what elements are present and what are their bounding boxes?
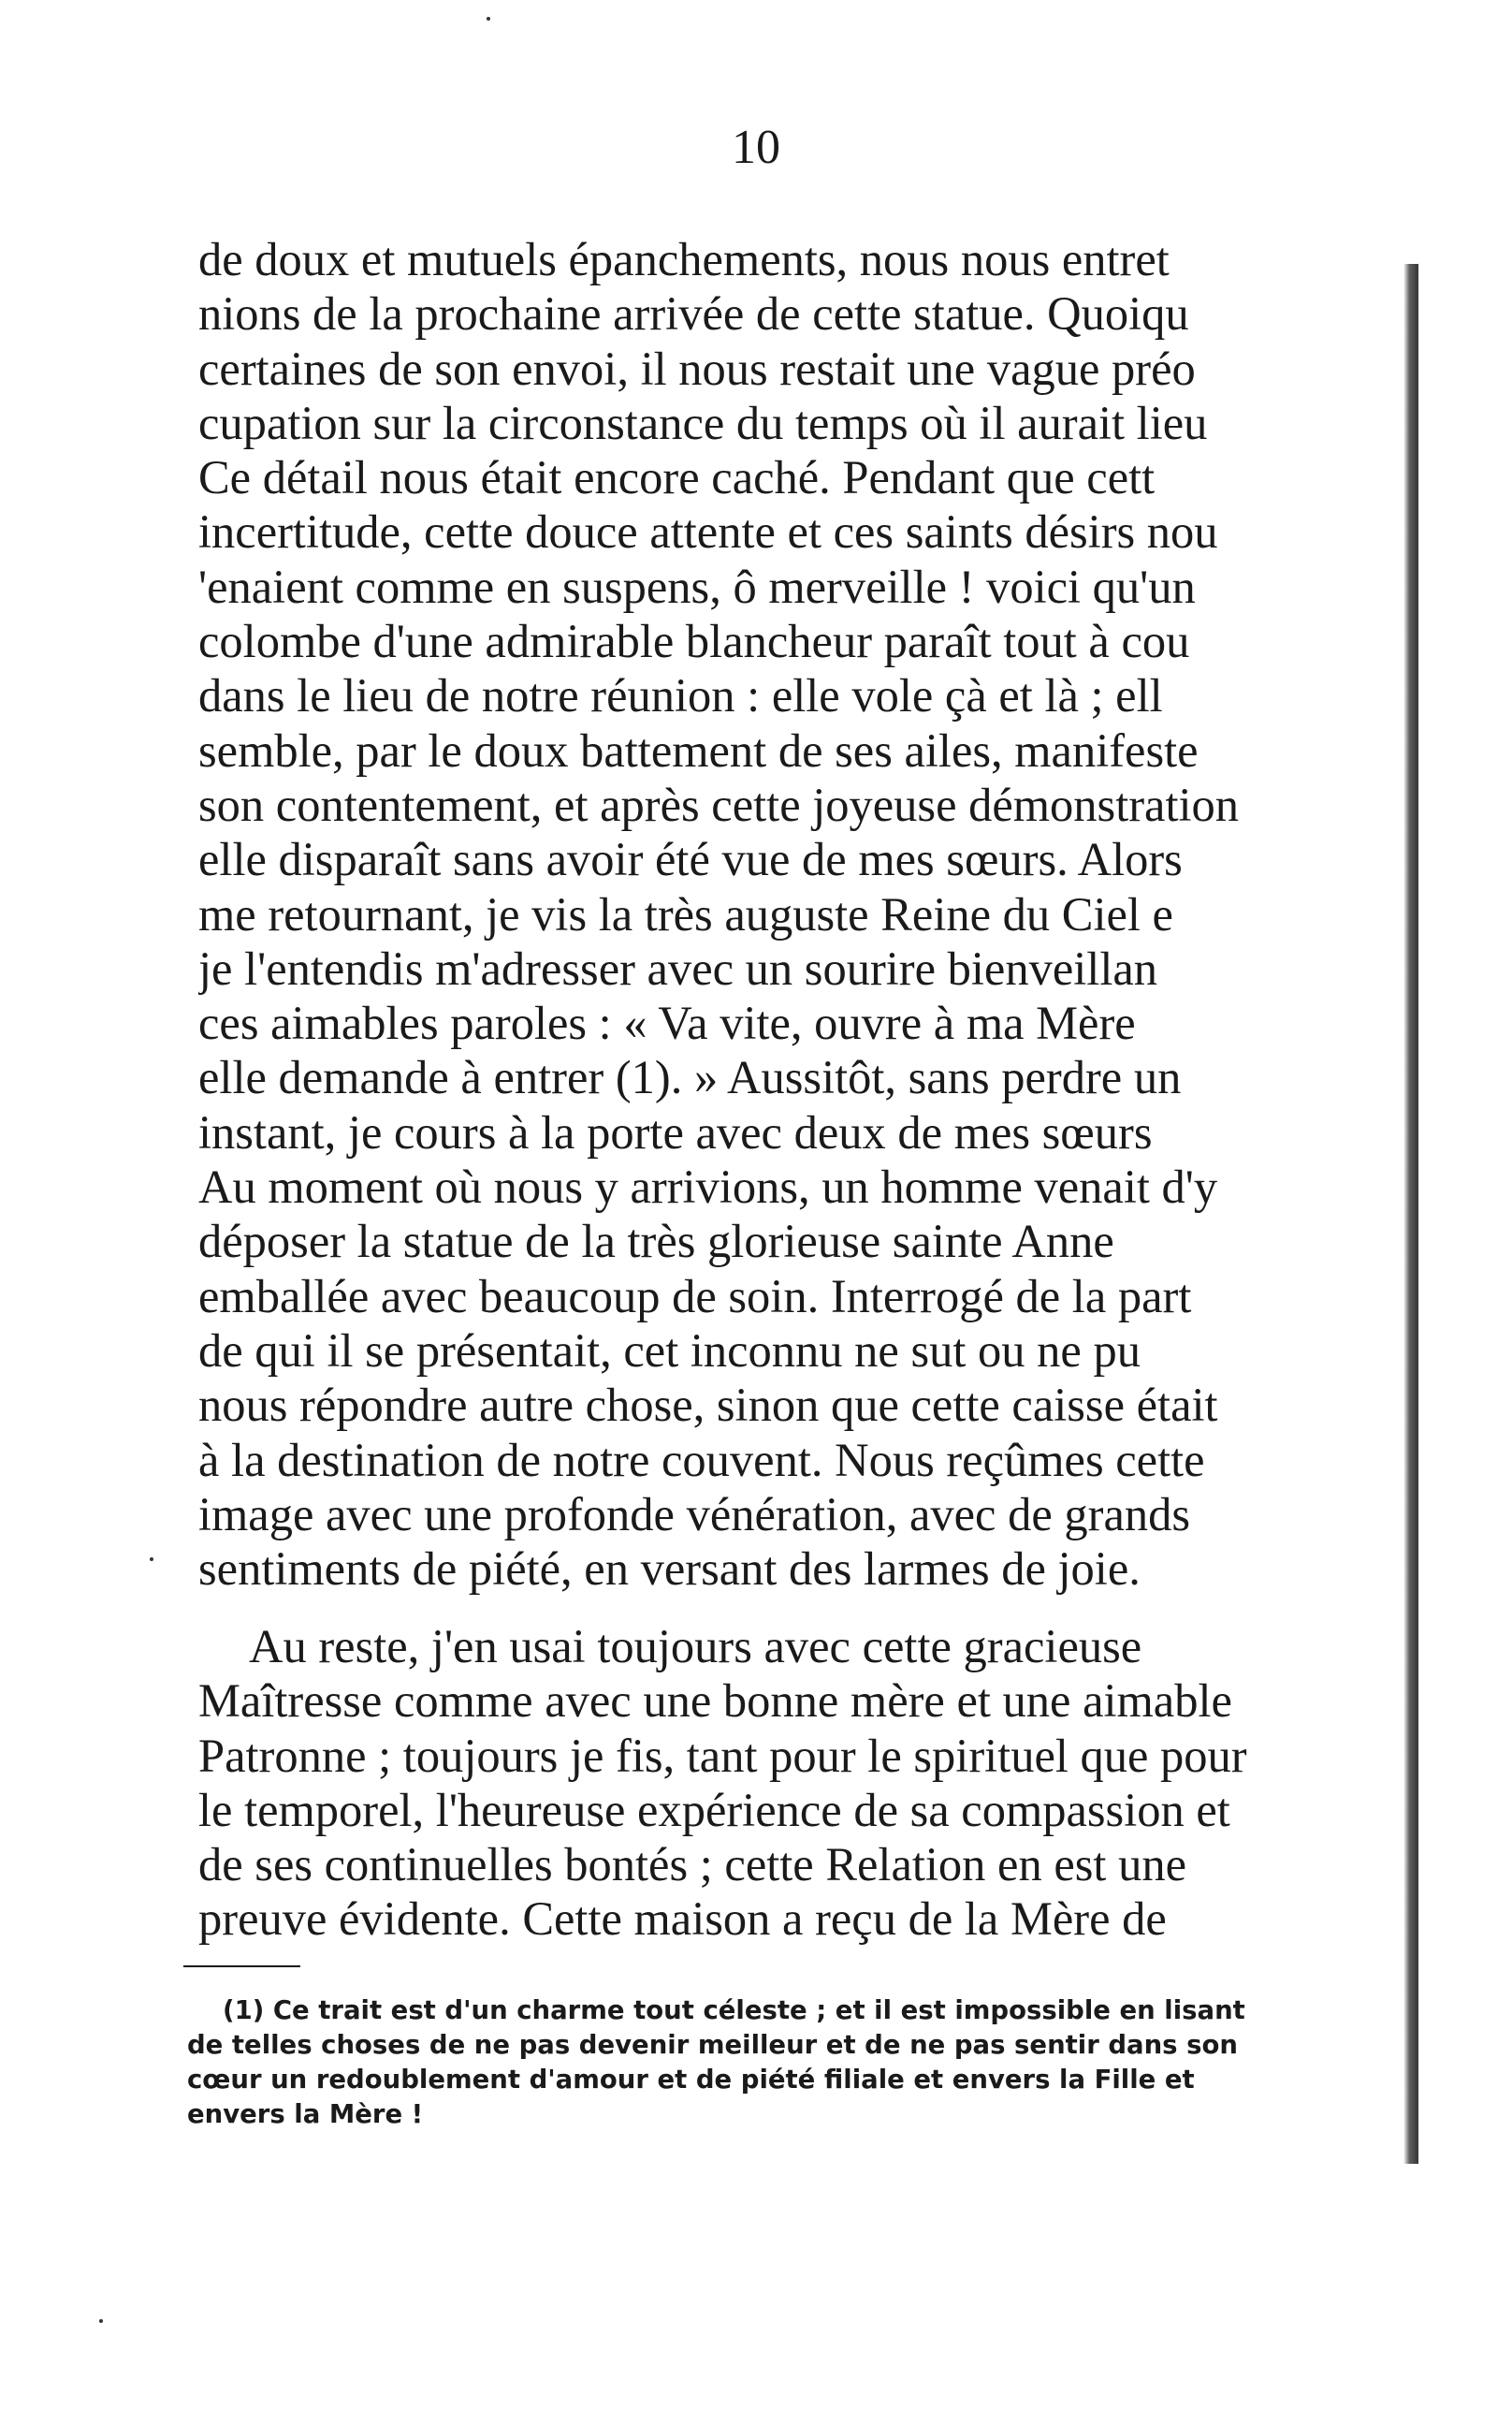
page-number: 10 bbox=[732, 121, 780, 174]
footnote-line: cœur un redoublement d'amour et de piété filiale et envers la Fille et bbox=[187, 2065, 1195, 2095]
text-line: son contentement, et après cette joyeuse démonstration bbox=[198, 778, 1240, 831]
text-line: Maîtresse comme avec une bonne mère et une aimable bbox=[198, 1674, 1232, 1728]
text-line: elle disparaît sans avoir été vue de mes sœurs. Alors bbox=[198, 833, 1183, 886]
page-binding-shadow bbox=[1403, 264, 1418, 2164]
text-line: nous répondre autre chose, sinon que cette caisse était bbox=[198, 1379, 1218, 1432]
text-line: incertitude, cette douce attente et ces saints désirs nou bbox=[198, 505, 1218, 559]
text-line: à la destination de notre couvent. Nous reçûmes cette bbox=[198, 1433, 1205, 1486]
text-line: elle demande à entrer (1). » Aussitôt, sans perdre un bbox=[198, 1051, 1182, 1104]
text-line: Patronne ; toujours je fis, tant pour le spirituel que pour bbox=[198, 1729, 1247, 1782]
text-line: le temporel, l'heureuse expérience de sa compassion et bbox=[198, 1783, 1230, 1836]
text-line: ces aimables paroles : « Va vite, ouvre à ma Mère bbox=[198, 997, 1136, 1050]
text-line: colombe d'une admirable blancheur paraît tout à cou bbox=[198, 615, 1190, 668]
text-line: 'enaient comme en suspens, ô merveille ! voici qu'un bbox=[198, 560, 1196, 613]
text-line: déposer la statue de la très glorieuse sainte Anne bbox=[198, 1215, 1114, 1268]
text-line: dans le lieu de notre réunion : elle vole çà et là ; ell bbox=[198, 669, 1163, 723]
footnote-line: (1) Ce trait est d'un charme tout céleste ; et il est impossible en lisant bbox=[223, 1995, 1245, 2025]
text-line: preuve évidente. Cette maison a reçu de la Mère de bbox=[198, 1892, 1167, 1946]
print-speck bbox=[99, 2319, 103, 2323]
text-line: image avec une profonde vénération, avec de grands bbox=[198, 1487, 1191, 1540]
footnote-separator bbox=[183, 1965, 300, 1967]
text-line: Ce détail nous était encore caché. Pendant que cett bbox=[198, 451, 1156, 504]
text-line: emballée avec beaucoup de soin. Interrogé de la part bbox=[198, 1269, 1192, 1322]
text-line: je l'entendis m'adresser avec un sourire bienveillan bbox=[198, 942, 1158, 995]
text-line: cupation sur la circonstance du temps où il aurait lieu bbox=[198, 396, 1208, 449]
text-line: de ses continuelles bontés ; cette Relation en est une bbox=[198, 1838, 1186, 1891]
text-line: semble, par le doux battement de ses ailes, manifeste bbox=[198, 723, 1199, 777]
text-line: Au reste, j'en usai toujours avec cette gracieuse bbox=[249, 1620, 1142, 1672]
text-line: de doux et mutuels épanchements, nous nous entret bbox=[198, 233, 1170, 285]
paragraph-2 bbox=[198, 1619, 1415, 1947]
text-line: nions de la prochaine arrivée de cette statue. Quoiqu bbox=[198, 287, 1189, 341]
print-speck bbox=[487, 17, 490, 21]
text-line: de qui il se présentait, cet inconnu ne sut ou ne pu bbox=[198, 1323, 1141, 1377]
text-line: me retournant, je vis la très auguste Reine du Ciel e bbox=[198, 887, 1173, 941]
paragraph-1 bbox=[198, 232, 1415, 1596]
footnote-line: envers la Mère ! bbox=[187, 2099, 424, 2129]
text-line: instant, je cours à la porte avec deux de mes sœurs bbox=[198, 1105, 1153, 1159]
text-line: Au moment où nous y arrivions, un homme venait d'y bbox=[198, 1161, 1218, 1214]
footnote-line: de telles choses de ne pas devenir meilleur et de ne pas sentir dans son bbox=[187, 2030, 1238, 2060]
text-line: sentiments de piété, en versant des larmes de joie. bbox=[198, 1542, 1141, 1596]
footnote bbox=[187, 1993, 1413, 2132]
text-line: certaines de son envoi, il nous restait une vague préo bbox=[198, 342, 1196, 395]
print-speck bbox=[150, 1557, 153, 1561]
